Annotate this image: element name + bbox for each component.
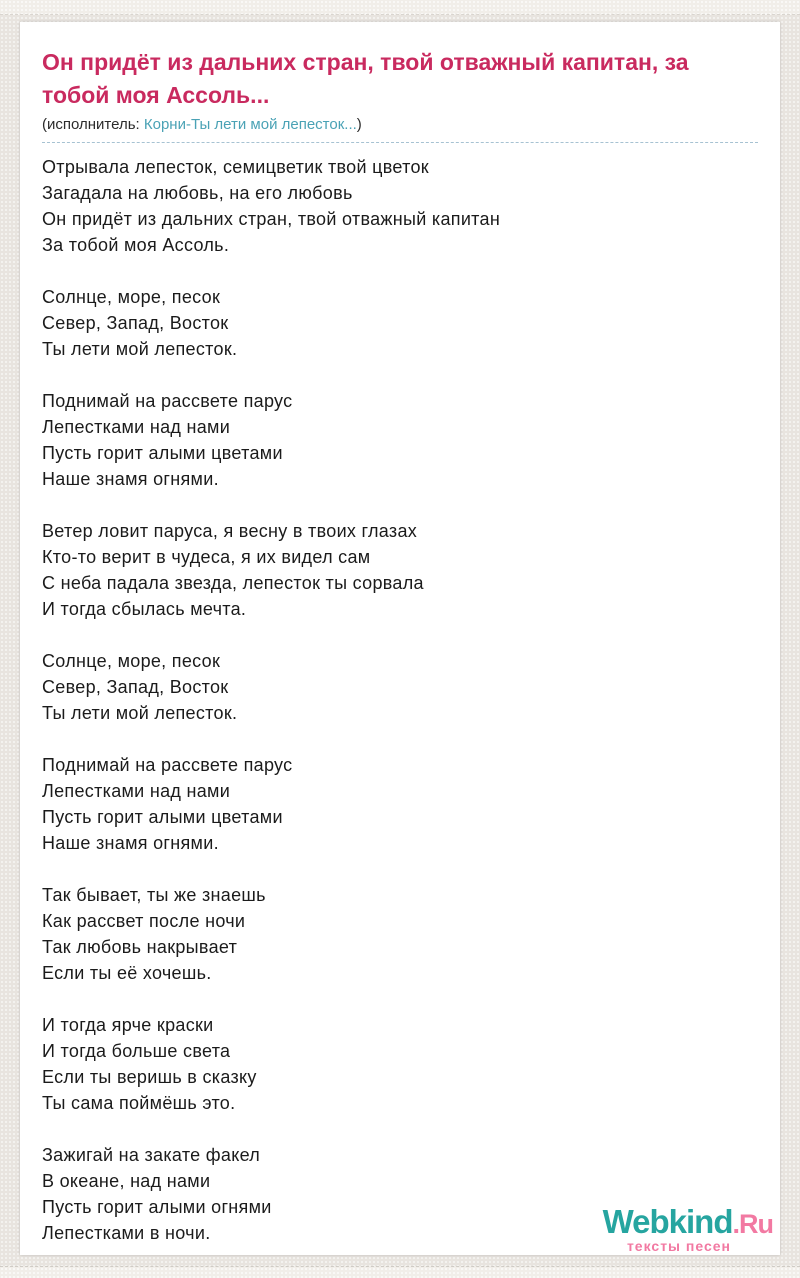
artist-line <box>42 116 758 143</box>
lyric-line: Если ты её хочешь. <box>42 963 212 983</box>
lyric-line: И тогда ярче краски <box>42 1015 214 1035</box>
lyric-line: В океане, над нами <box>42 1171 211 1191</box>
lyric-line: Отрывала лепесток, семицветик твой цветок <box>42 157 429 177</box>
lyric-line: Поднимай на рассвете парус <box>42 755 293 775</box>
lyric-stanza <box>42 154 758 258</box>
lyric-stanza <box>42 388 758 492</box>
site-logo[interactable] <box>603 1205 773 1253</box>
bottom-texture-strip <box>0 1266 800 1278</box>
lyric-stanza <box>42 518 758 622</box>
lyric-line: С неба падала звезда, лепесток ты сорвала <box>42 573 424 593</box>
lyric-line: Лепестками над нами <box>42 781 231 801</box>
lyric-line: Наше знамя огнями. <box>42 833 219 853</box>
lyric-line: Север, Запад, Восток <box>42 677 229 697</box>
lyric-line: Поднимай на рассвете парус <box>42 391 293 411</box>
lyric-line: Наше знамя огнями. <box>42 469 219 489</box>
lyric-line: И тогда больше света <box>42 1041 231 1061</box>
lyric-line: Ты сама поймёшь это. <box>42 1093 236 1113</box>
site-logo-text <box>603 1205 773 1238</box>
lyric-line: Так бывает, ты же знаешь <box>42 885 266 905</box>
lyric-stanza <box>42 284 758 362</box>
lyric-line: Зажигай на закате факел <box>42 1145 261 1165</box>
logo-tagline: тексты песен <box>626 1238 731 1254</box>
artist-label: (исполнитель: <box>42 116 144 133</box>
lyric-stanza <box>42 882 758 986</box>
logo-name: Webkind <box>602 1203 733 1240</box>
logo-domain: .Ru <box>732 1209 773 1239</box>
lyric-line: За тобой моя Ассоль. <box>42 235 230 255</box>
artist-suffix: ) <box>356 116 362 133</box>
lyric-line: Солнце, море, песок <box>42 287 221 307</box>
lyric-line: Ты лети мой лепесток. <box>42 703 238 723</box>
lyric-line: Пусть горит алыми огнями <box>42 1197 272 1217</box>
lyrics-card <box>20 22 780 1255</box>
top-texture-strip <box>0 0 800 15</box>
lyric-line: И тогда сбылась мечта. <box>42 599 247 619</box>
lyric-line: Как рассвет после ночи <box>42 911 246 931</box>
lyric-line: Пусть горит алыми цветами <box>42 443 283 463</box>
lyric-line: Лепестками над нами <box>42 417 231 437</box>
lyric-line: Кто-то верит в чудеса, я их видел сам <box>42 547 371 567</box>
lyric-line: Так любовь накрывает <box>42 937 238 957</box>
lyric-line: Загадала на любовь, на его любовь <box>42 183 353 203</box>
lyric-line: Лепестками в ночи. <box>42 1223 211 1243</box>
lyric-line: Солнце, море, песок <box>42 651 221 671</box>
lyric-line: Ты лети мой лепесток. <box>42 339 238 359</box>
song-title: Он придёт из дальних стран, твой отважный капитан, за тобой моя Ассоль... <box>42 49 689 108</box>
lyric-line: Ветер ловит паруса, я весну в твоих глазах <box>42 521 418 541</box>
lyric-stanza <box>42 648 758 726</box>
lyric-stanza <box>42 1012 758 1116</box>
lyric-stanza <box>42 752 758 856</box>
lyric-line: Если ты веришь в сказку <box>42 1067 257 1087</box>
lyric-line: Пусть горит алыми цветами <box>42 807 283 827</box>
lyric-line: Он придёт из дальних стран, твой отважный капитан <box>42 209 501 229</box>
lyric-line: Север, Запад, Восток <box>42 313 229 333</box>
artist-link[interactable]: Корни-Ты лети мой лепесток... <box>143 116 357 133</box>
lyrics-text <box>42 154 758 1246</box>
